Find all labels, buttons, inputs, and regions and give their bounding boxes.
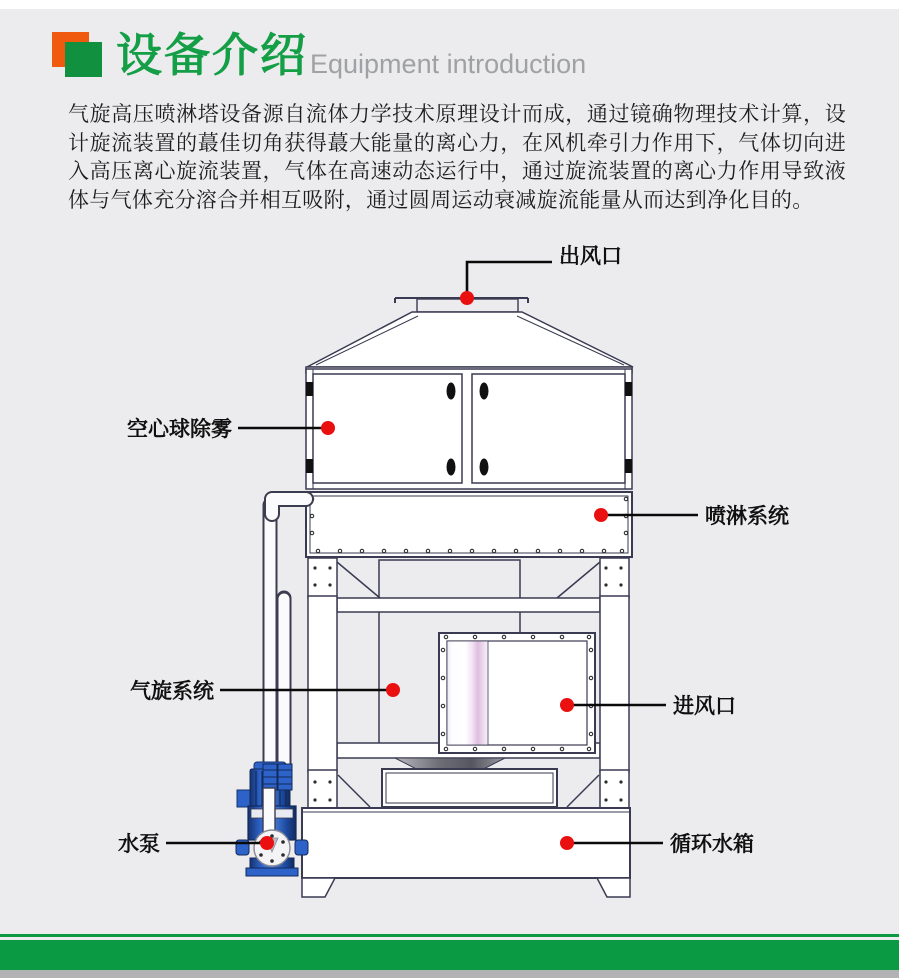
tower-machine bbox=[236, 298, 633, 897]
pipe-fittings bbox=[263, 764, 292, 790]
intro-paragraph: 气旋高压喷淋塔设备源自流体力学技术原理设计而成，通过镜确物理技术计算，设计旋流装置的蕞佳切角获得蕞大能量的离心力，在风机牵引力作用下，气体切向进入高压离心旋流装置，气体在高速动态运行中，通过旋流装置的离心力作用导致液体与气体充分溶合并相互吸附，通过圆周运动衰减旋流能量从而达到净化目的。 bbox=[68, 103, 846, 212]
cyclone-marker-dot bbox=[386, 683, 400, 697]
demister-door-right bbox=[472, 374, 625, 483]
tank-marker-dot bbox=[560, 836, 574, 850]
demister-door-left bbox=[313, 374, 462, 483]
inlet-label: 进风口 bbox=[673, 695, 736, 718]
logo-squares-icon bbox=[52, 32, 102, 78]
page-subtitle: Equipment introduction bbox=[310, 48, 587, 79]
section-header bbox=[52, 26, 587, 81]
page-title: 设备介绍 bbox=[116, 29, 308, 81]
cyclone-label: 气旋系统 bbox=[130, 680, 214, 703]
callout-demister bbox=[127, 417, 335, 441]
bottom-gray-strip bbox=[0, 970, 899, 978]
outlet-label: 出风口 bbox=[559, 245, 622, 268]
pump-marker-dot bbox=[260, 836, 274, 850]
inlet-duct bbox=[439, 633, 595, 753]
demister-label: 空心球除雾 bbox=[127, 418, 232, 441]
demister-box bbox=[306, 369, 632, 489]
water-pump bbox=[236, 762, 308, 876]
callout-outlet bbox=[460, 245, 622, 305]
inlet-marker-dot bbox=[560, 698, 574, 712]
spray-marker-dot bbox=[594, 508, 608, 522]
logo-green-square bbox=[65, 42, 102, 77]
spray-label: 喷淋系统 bbox=[705, 505, 789, 528]
bottom-green-bar bbox=[0, 940, 899, 970]
bottom-thin-green-line bbox=[0, 934, 899, 937]
equipment-diagram bbox=[0, 228, 899, 934]
demister-marker-dot bbox=[321, 421, 335, 435]
outlet-marker-dot bbox=[460, 291, 474, 305]
pump-label: 水泵 bbox=[118, 833, 160, 856]
outlet-stack bbox=[306, 298, 633, 373]
circulation-pipe bbox=[270, 499, 306, 772]
tank-label: 循环水箱 bbox=[670, 833, 754, 856]
spray-panel bbox=[306, 492, 632, 557]
top-white-strip bbox=[0, 0, 899, 9]
water-tank bbox=[302, 808, 630, 897]
